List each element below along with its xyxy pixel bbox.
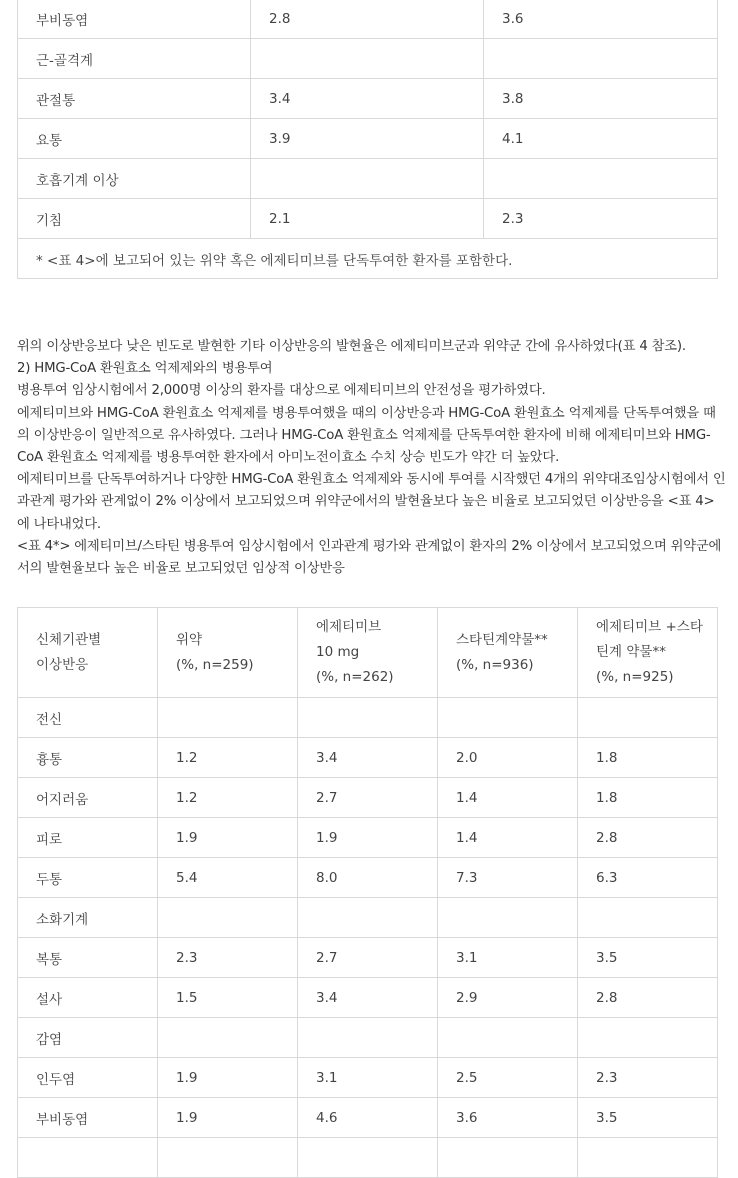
value-cell: 2.5 <box>438 1058 578 1098</box>
value-cell: 6.3 <box>578 858 718 898</box>
value-cell: 1.9 <box>158 1058 298 1098</box>
column-header <box>578 608 718 698</box>
row-label-cell: 호흡기계 이상 <box>18 159 251 199</box>
header-line: 위약 <box>176 631 203 648</box>
row-label-cell: 감염 <box>18 1018 158 1058</box>
table-row <box>18 1058 718 1098</box>
table-row <box>18 858 718 898</box>
value-cell: 3.8 <box>484 79 718 119</box>
table-row <box>18 79 718 119</box>
value-cell: 2.3 <box>158 938 298 978</box>
value-cell: 3.6 <box>438 1098 578 1138</box>
value-cell: 1.9 <box>298 818 438 858</box>
value-cell <box>298 698 438 738</box>
column-header <box>438 608 578 698</box>
row-label-cell: 흉통 <box>18 738 158 778</box>
section-heading: 2) HMG-CoA 환원효소 억제제와의 병용투여 <box>17 361 273 377</box>
table-row <box>18 818 718 858</box>
row-label-cell: 피로 <box>18 818 158 858</box>
table-row <box>18 898 718 938</box>
table-row <box>18 698 718 738</box>
value-cell <box>298 1018 438 1058</box>
value-cell <box>484 39 718 79</box>
column-header <box>158 608 298 698</box>
table-row <box>18 0 718 39</box>
value-cell <box>298 898 438 938</box>
paragraph: 위의 이상반응보다 낮은 빈도로 발현한 기타 이상반응의 발현율은 에제티미브군과 위약군 간에 유사하였다(표 4 참조). <box>17 339 686 354</box>
row-label-cell: 부비동염 <box>18 0 251 39</box>
header-line: 이상반응 <box>36 656 89 673</box>
table-row <box>18 1018 718 1058</box>
row-label-cell: 요통 <box>18 119 251 159</box>
row-label-cell: 설사 <box>18 978 158 1018</box>
header-row <box>18 608 718 698</box>
paragraph: 병용투여 임상시험에서 2,000명 이상의 환자를 대상으로 에제티미브의 안전성을 평가하였다. <box>17 383 546 399</box>
value-cell: 2.7 <box>298 938 438 978</box>
header-line: 10 mg <box>316 644 360 660</box>
value-cell: 3.1 <box>438 938 578 978</box>
value-cell: 1.2 <box>158 778 298 818</box>
value-cell <box>438 1018 578 1058</box>
value-cell <box>251 39 484 79</box>
value-cell: 1.8 <box>578 738 718 778</box>
value-cell: 5.4 <box>158 858 298 898</box>
row-label-cell: 근-골격계 <box>18 39 251 79</box>
value-cell <box>578 898 718 938</box>
header-line: (%, n=936) <box>456 656 534 673</box>
value-cell: 4.1 <box>484 119 718 159</box>
row-label-cell: 소화기계 <box>18 898 158 938</box>
column-header <box>18 608 158 698</box>
table-row <box>18 778 718 818</box>
value-cell: 3.5 <box>578 1098 718 1138</box>
value-cell: 3.6 <box>484 0 718 39</box>
value-cell <box>158 698 298 738</box>
value-cell: 1.4 <box>438 778 578 818</box>
header-line: (%, n=925) <box>596 669 674 685</box>
row-label-cell: 부비동염 <box>18 1098 158 1138</box>
value-cell <box>251 159 484 199</box>
value-cell: 8.0 <box>298 858 438 898</box>
table-row <box>18 39 718 79</box>
value-cell: 3.5 <box>578 938 718 978</box>
value-cell: 2.0 <box>438 738 578 778</box>
value-cell: 1.5 <box>158 978 298 1018</box>
value-cell: 2.3 <box>578 1058 718 1098</box>
value-cell: 1.8 <box>578 778 718 818</box>
table-4-combination-adverse-reactions <box>17 607 718 1178</box>
header-line: 신체기관별 <box>36 631 102 648</box>
header-line: 에제티미브 <box>316 619 382 635</box>
value-cell: 7.3 <box>438 858 578 898</box>
value-cell <box>578 1018 718 1058</box>
value-cell: 1.4 <box>438 818 578 858</box>
value-cell: 3.4 <box>251 79 484 119</box>
value-cell: 2.8 <box>251 0 484 39</box>
table-row <box>18 119 718 159</box>
table-row <box>18 199 718 239</box>
header-line: 스타틴계약물** <box>456 631 548 648</box>
value-cell: 1.9 <box>158 1098 298 1138</box>
row-label-cell: 전신 <box>18 698 158 738</box>
header-line: 에제티미브 +스타 <box>596 619 703 635</box>
table-row <box>18 159 718 199</box>
value-cell: 3.1 <box>298 1058 438 1098</box>
table-caption: <표 4*> 에제티미브/스타틴 병용투여 임상시험에서 인과관계 평가와 관계없이 환자의 2% 이상에서 보고되었으며 위약군에서의 발현율보다 높은 비율로 보고되었던 임상적 이상반응 <box>17 538 722 577</box>
table-row <box>18 1098 718 1138</box>
body-text <box>17 336 727 580</box>
row-label-cell: 인두염 <box>18 1058 158 1098</box>
value-cell <box>158 1018 298 1058</box>
column-header <box>298 608 438 698</box>
value-cell: 2.7 <box>298 778 438 818</box>
value-cell: 2.3 <box>484 199 718 239</box>
header-line: 틴계 약물** <box>596 644 666 660</box>
value-cell: 3.4 <box>298 738 438 778</box>
row-label-cell: 기침 <box>18 199 251 239</box>
value-cell <box>484 159 718 199</box>
value-cell: 1.9 <box>158 818 298 858</box>
row-label-cell: 어지러움 <box>18 778 158 818</box>
table-row <box>18 938 718 978</box>
row-label-cell: 관절통 <box>18 79 251 119</box>
value-cell <box>578 698 718 738</box>
value-cell <box>438 698 578 738</box>
table-footnote: * <표 4>에 보고되어 있는 위약 혹은 에제티미브를 단독투여한 환자를 포함한다. <box>18 239 718 279</box>
value-cell: 2.1 <box>251 199 484 239</box>
table-row <box>18 978 718 1018</box>
row-label-cell: 복통 <box>18 938 158 978</box>
value-cell: 2.9 <box>438 978 578 1018</box>
value-cell: 1.2 <box>158 738 298 778</box>
value-cell: 2.8 <box>578 978 718 1018</box>
value-cell: 4.6 <box>298 1098 438 1138</box>
value-cell: 3.4 <box>298 978 438 1018</box>
footnote-row <box>18 239 718 279</box>
value-cell: 2.8 <box>578 818 718 858</box>
paragraph: 에제티미브와 HMG-CoA 환원효소 억제제를 병용투여했을 때의 이상반응과 HMG-CoA 환원효소 억제제를 단독투여했을 때의 이상반응이 일반적으로 유사하였다. 그러나 HMG-CoA 환원효소 억제제를 단독투여한 환자에 비해 에제티미브와 HMG-CoA 환원효소 억제제를 병용투여한 환자에서 아미노전이효소 수치 상승 빈도가 약간 더 높았다. <box>17 405 716 466</box>
value-cell <box>158 898 298 938</box>
header-line: (%, n=262) <box>316 669 394 685</box>
paragraph: 에제티미브를 단독투여하거나 다양한 HMG-CoA 환원효소 억제제와 동시에 투여를 시작했던 4개의 위약대조임상시험에서 인과관계 평가와 관계없이 2% 이상에서 보고되었으며 위약군에서의 발현율보다 높은 비율로 보고되었던 이상반응을 <표 4>에 나타내었다. <box>17 472 726 532</box>
value-cell: 3.9 <box>251 119 484 159</box>
adverse-reaction-table-continued <box>17 0 718 279</box>
value-cell <box>438 898 578 938</box>
table-row <box>18 738 718 778</box>
header-line: (%, n=259) <box>176 656 254 673</box>
row-label-cell: 두통 <box>18 858 158 898</box>
